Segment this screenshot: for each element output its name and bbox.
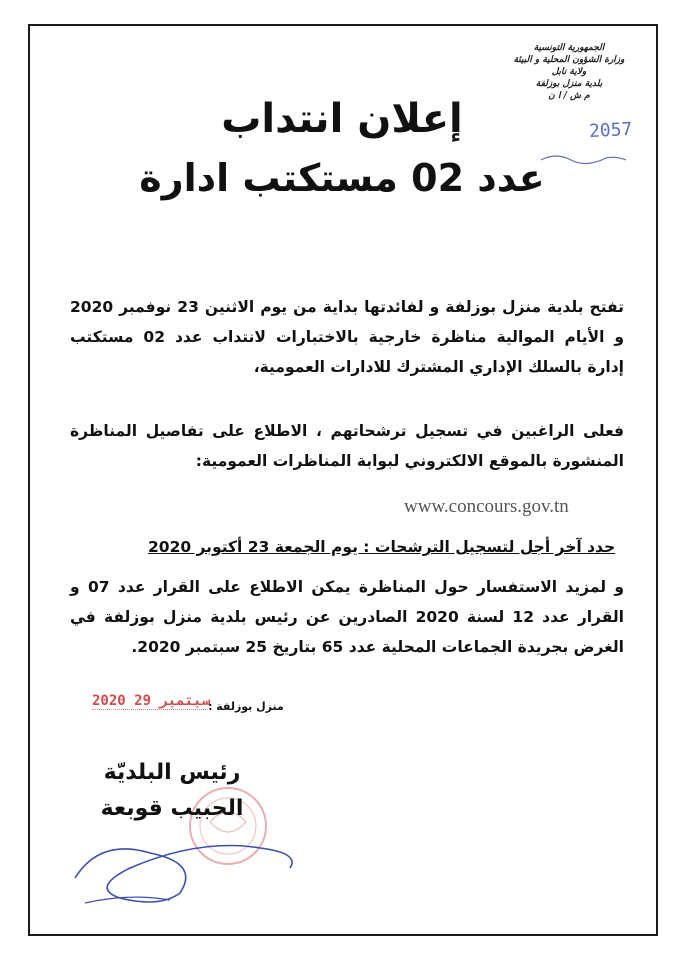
announcement-subtitle: عدد 02 مستكتب ادارة — [139, 156, 545, 200]
announcement-title: إعلان انتداب — [221, 96, 463, 142]
letterhead-line: م ش / ا ن — [548, 91, 590, 101]
website-link[interactable]: www.concours.gov.tn — [404, 496, 569, 517]
handwritten-signature-icon — [60, 808, 320, 918]
paragraph-opening: تفتح بلدية منزل بوزلفة و لفائدتها بداية من يوم الاثنين 23 نوفمبر 2020 و الأيام الموالية مناظرة خارجية بالاختبارات لانتداب عدد 02 مستكتب إدارة بالسلك الإداري المشترك للادارات العمومية، — [70, 298, 625, 376]
paragraph-decrees: و لمزيد الاستفسار حول المناظرة يمكن الاطلاع على القرار عدد 07 و القرار عدد 12 لسنة 2020 الصادرين عن رئيس بلدية منزل بوزلفة في الغرض بجريدة الجماعات المحلية عدد 65 بتاريخ 25 سبتمبر 2020. — [70, 578, 625, 656]
mayor-name: الحبيب قوبعة — [100, 796, 244, 821]
registration-number: 2057 — [588, 118, 633, 143]
place-label: منزل بوزلفة : — [208, 700, 284, 713]
letterhead-line: وزارة الشؤون المحلية و البيئة — [513, 55, 625, 65]
letterhead — [494, 42, 644, 102]
letterhead-line: الجمهورية التونسية — [533, 43, 605, 53]
letterhead-line: بلدية منزل بوزلفة — [535, 79, 603, 89]
date-stamp: 2020 سبتمبر 29 — [92, 693, 211, 709]
mayor-title: رئيس البلديّة — [103, 760, 241, 785]
paragraph-instructions: فعلى الراغبين في تسجيل ترشحاتهم ، الاطلاع على تفاصيل المناظرة المنشورة بالموقع الالكتروني لبوابة المناظرات العمومية: — [70, 422, 624, 470]
deadline-notice: حدد آخر أجل لتسجيل الترشحات : يوم الجمعة 23 أكتوبر 2020 — [148, 538, 616, 556]
letterhead-line: ولاية نابل — [551, 67, 587, 77]
